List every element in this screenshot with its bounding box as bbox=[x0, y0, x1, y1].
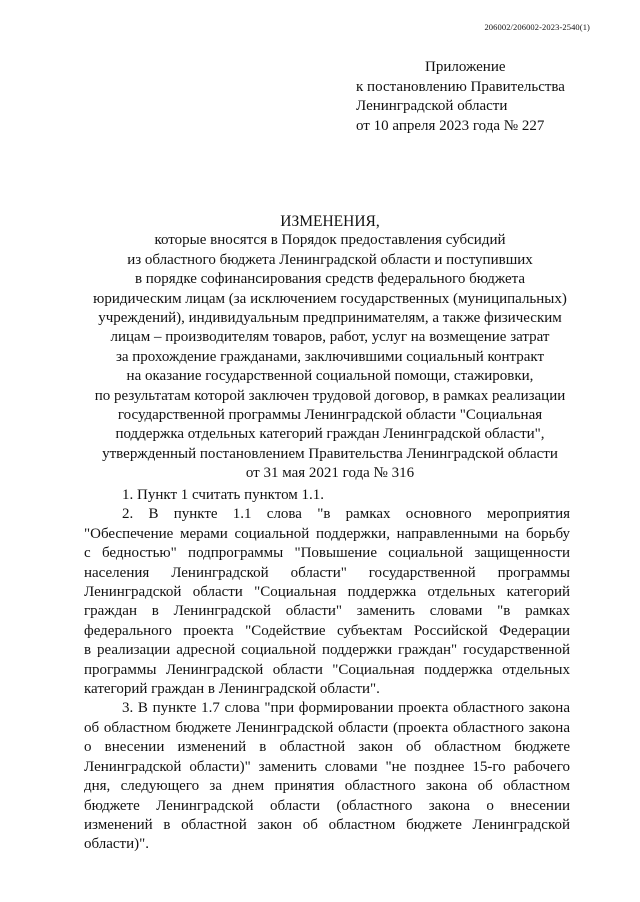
body-line: Ленинградской области)" заменить словами "не позднее 15-го рабочего bbox=[84, 758, 570, 775]
document-heading bbox=[70, 212, 590, 484]
heading-line: лицам – производителям товаров, работ, услуг на возмещение затрат bbox=[110, 329, 550, 346]
heading-line: по результатам которой заключен трудовой договор, в рамках реализации bbox=[94, 387, 566, 404]
heading-line: юридическим лицам (за исключением государственных (муниципальных) bbox=[93, 290, 567, 307]
body-line: граждан в Ленинградской области" заменить словами "в рамках bbox=[84, 603, 570, 620]
body-line: Ленинградской области "Социальная поддержка отдельных категорий bbox=[84, 584, 570, 601]
body-line: категорий граждан в Ленинградской области". bbox=[84, 681, 380, 698]
heading-line: которые вносятся в Порядок предоставления субсидий bbox=[154, 232, 506, 249]
body-line: дня, следующего за днем принятия областного закона об областном bbox=[84, 778, 570, 795]
document-id: 206002/206002-2023-2540(1) bbox=[484, 22, 590, 32]
heading-line: учреждений), индивидуальным предпринимателям, а также физическим bbox=[98, 310, 562, 327]
body-line: о внесении изменений в областной закон об областном бюджете bbox=[84, 739, 570, 756]
paragraph-1: 1. Пункт 1 считать пунктом 1.1. bbox=[122, 487, 325, 503]
paragraph-3-start: 3. В пункте 1.7 слова "при формировании проекта областного закона bbox=[122, 700, 570, 717]
body-line: области)". bbox=[84, 836, 150, 853]
body-line: изменений в областной закон об областном бюджете Ленинградской bbox=[84, 816, 570, 833]
body-line: населения Ленинградской области" государственной программы bbox=[84, 564, 570, 581]
body-line: федерального проекта "Содействие субъектам Российской Федерации bbox=[84, 622, 570, 639]
heading-line: от 31 мая 2021 года № 316 bbox=[245, 465, 415, 482]
heading-line: за прохождение гражданами, заключившими социальный контракт bbox=[115, 348, 545, 365]
body-line: с бедностью" подпрограммы "Повышение социальной защищенности bbox=[84, 545, 570, 562]
body-line: программы Ленинградской области "Социальная поддержка отдельных bbox=[84, 661, 570, 678]
body-line: в реализации адресной социальной поддержки граждан" государственной bbox=[84, 642, 570, 659]
appendix-line: Ленинградской области bbox=[356, 98, 508, 115]
appendix-block bbox=[356, 58, 565, 136]
heading-line: в порядке софинансирования средств федерального бюджета bbox=[134, 271, 526, 288]
heading-line: из областного бюджета Ленинградской области и поступивших bbox=[127, 251, 533, 268]
body-line: "Обеспечение мерами социальной поддержки, направленными на борьбу bbox=[84, 525, 570, 542]
heading-line: государственной программы Ленинградской области "Социальная bbox=[117, 407, 543, 424]
appendix-line: от 10 апреля 2023 года № 227 bbox=[356, 117, 545, 134]
appendix-line: к постановлению Правительства bbox=[356, 78, 565, 95]
document-body bbox=[84, 486, 570, 855]
appendix-title: Приложение bbox=[425, 59, 506, 75]
body-line: бюджете Ленинградской области (областного закона о внесении bbox=[84, 797, 570, 814]
heading-line: утвержденный постановлением Правительства Ленинградской области bbox=[102, 445, 558, 462]
heading-line: на оказание государственной социальной помощи, стажировки, bbox=[126, 368, 534, 385]
document-title: ИЗМЕНЕНИЯ, bbox=[280, 213, 380, 230]
body-line: об областном бюджете Ленинградской области (проекта областного закона bbox=[84, 719, 570, 736]
heading-line: поддержка отдельных категорий граждан Ленинградской области", bbox=[115, 426, 545, 443]
paragraph-2-start: 2. В пункте 1.1 слова "в рамках основного мероприятия bbox=[122, 506, 570, 523]
